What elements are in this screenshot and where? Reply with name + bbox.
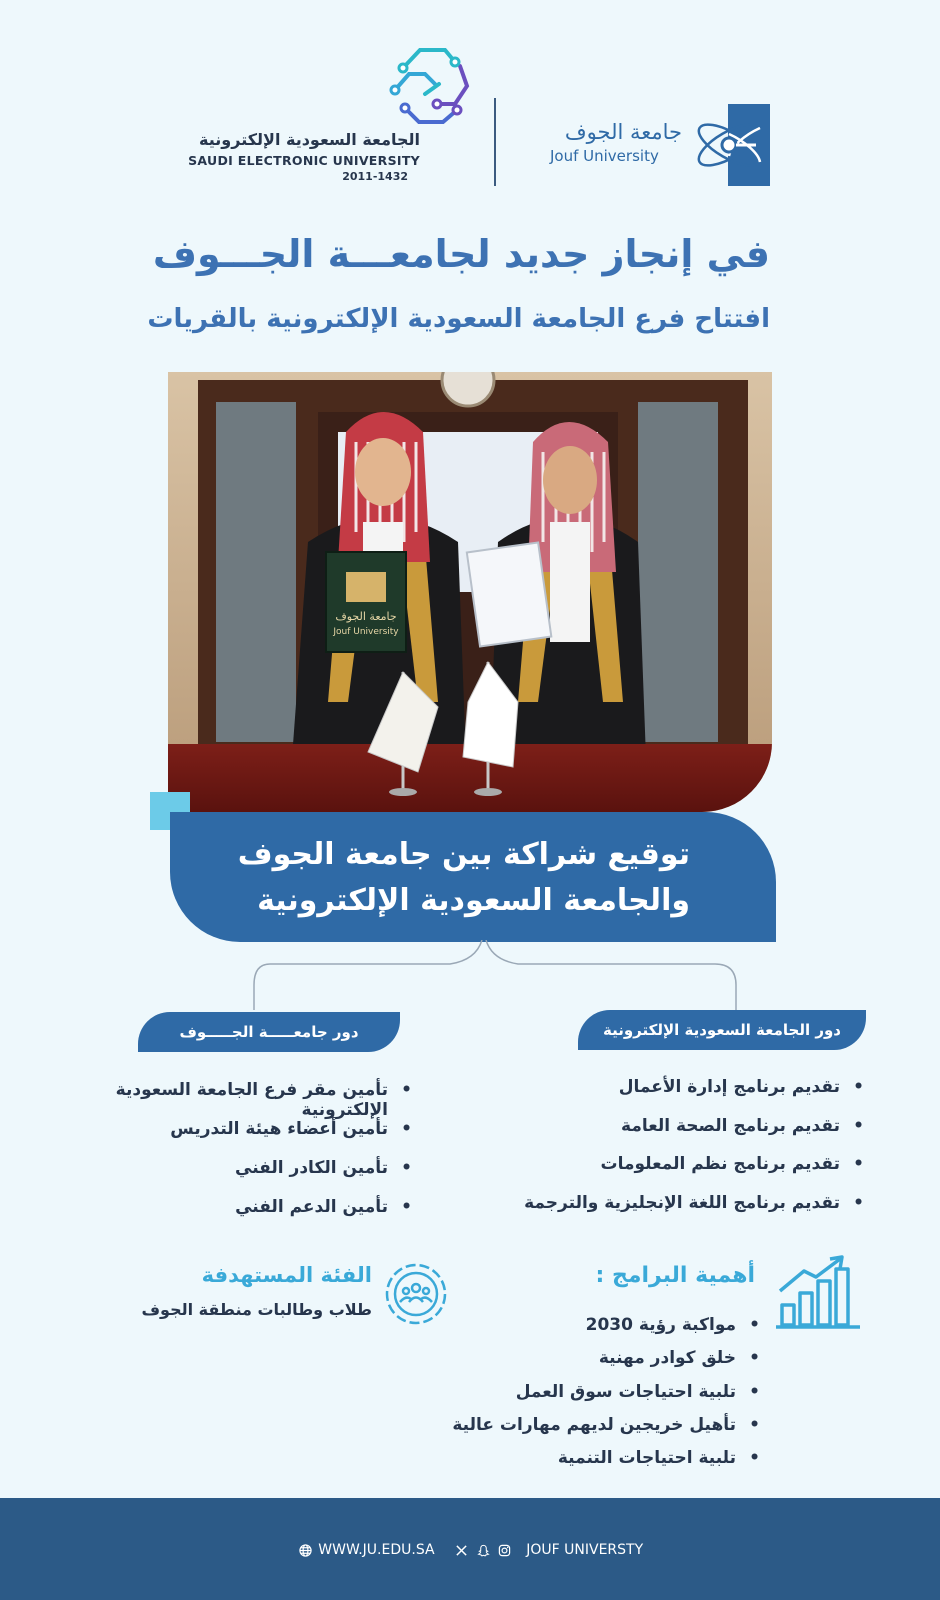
list-item: • مواكبة رؤية 2030 <box>440 1315 760 1348</box>
ju-role-list <box>40 1080 412 1236</box>
seu-name-arabic: الجامعة السعودية الإلكترونية <box>199 130 420 149</box>
list-item: • تقديم برنامج نظم المعلومات <box>440 1154 864 1193</box>
importance-list <box>440 1315 760 1481</box>
seu-logo <box>180 38 420 188</box>
list-item: • تأمين أعضاء هيئة التدريس <box>40 1119 412 1158</box>
list-item: • تأمين مقر فرع الجامعة السعودية الإلكترونية <box>40 1080 412 1119</box>
group-users-icon <box>384 1262 448 1326</box>
signing-scene-illustration <box>168 372 772 812</box>
snapchat-icon[interactable] <box>477 1544 490 1557</box>
target-group-title: الفئة المستهدفة <box>201 1263 372 1287</box>
signing-ceremony-photo <box>168 372 772 812</box>
website-link[interactable]: WWW.JU.EDU.SA <box>318 1542 435 1558</box>
social-account-handle[interactable]: JOUF UNIVERSTY <box>526 1542 644 1558</box>
seu-role-list <box>440 1077 864 1231</box>
connector-lines <box>250 940 740 1010</box>
list-item: • تأمين الكادر الفني <box>40 1158 412 1197</box>
seu-years: 2011-1432 <box>342 170 408 183</box>
seu-role-pill: دور الجامعة السعودية الإلكترونية <box>578 1010 866 1050</box>
globe-icon <box>299 1544 312 1557</box>
ju-name-english: Jouf University <box>550 147 659 165</box>
list-item: • تلبية احتياجات التنمية <box>440 1448 760 1481</box>
banner-line-1: توقيع شراكة بين جامعة الجوف <box>237 837 690 872</box>
list-item: • تقديم برنامج إدارة الأعمال <box>440 1077 864 1116</box>
list-item: • خلق كوادر مهنية <box>440 1348 760 1381</box>
main-title: في إنجاز جديد لجامعـــة الجـــوف <box>152 232 770 276</box>
list-item: • تقديم برنامج الصحة العامة <box>440 1116 864 1155</box>
seu-emblem-icon <box>375 38 485 138</box>
seu-name-english: SAUDI ELECTRONIC UNIVERSITY <box>188 153 420 168</box>
folder-label-arabic: جامعة الجوف <box>335 610 397 623</box>
folder-label-english: Jouf University <box>333 627 399 637</box>
list-item: • تأهيل خريجين لديهم مهارات عالية <box>440 1415 760 1448</box>
banner-line-2: والجامعة السعودية الإلكترونية <box>257 883 690 918</box>
list-item: • تلبية احتياجات سوق العمل <box>440 1382 760 1415</box>
ju-emblem-icon <box>688 104 770 186</box>
ju-name-arabic: جامعة الجوف <box>564 120 682 144</box>
target-group-subtitle: طلاب وطالبات منطقة الجوف <box>141 1300 372 1319</box>
list-item: • تقديم برنامج اللغة الإنجليزية والترجمة <box>440 1193 864 1232</box>
importance-title: أهمية البرامج : <box>595 1263 755 1288</box>
ju-logo <box>548 100 778 190</box>
partnership-banner <box>170 812 776 942</box>
bar-chart-growth-icon <box>776 1255 860 1329</box>
ju-role-pill: دور جامعـــــة الجـــــوف <box>138 1012 400 1052</box>
instagram-icon[interactable] <box>498 1544 511 1557</box>
x-icon[interactable] <box>455 1544 468 1557</box>
footer <box>0 1498 940 1600</box>
list-item: • تأمين الدعم الفني <box>40 1197 412 1236</box>
logo-divider <box>494 98 496 186</box>
sub-title: افتتاح فرع الجامعة السعودية الإلكترونية بالقريات <box>147 304 770 334</box>
